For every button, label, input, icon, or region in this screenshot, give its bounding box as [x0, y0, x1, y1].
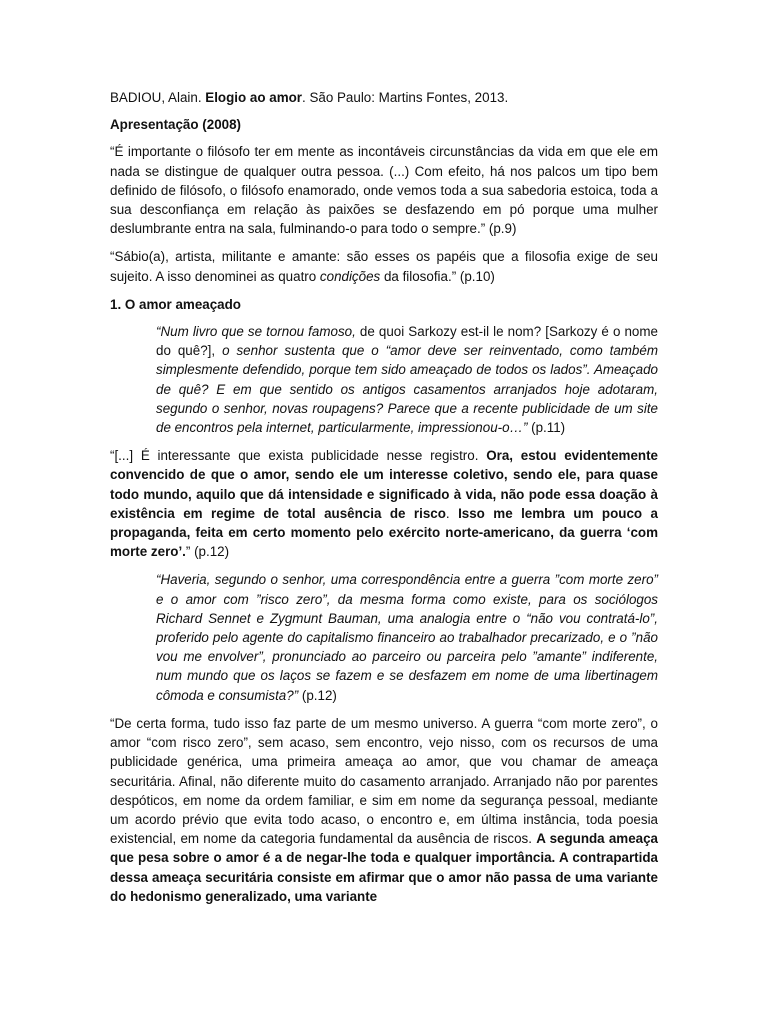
block-quote-interview-2	[156, 570, 658, 704]
paragraph-quote-p9: “É importante o filósofo ter em mente as incontáveis circunstâncias da vida em que ele em nada se distingue de qualquer outra pessoa. (...) Com efeito, há nos palcos um tipo bem definido de filósofo, o filósofo enamorado, onde vemos toda a sua sabedoria estoica, toda a sua desconfiança em relação às paixões se desfazendo em pó porque uma mulher deslumbrante entra na sala, fulminando-o para todo o sempre.” (p.9)	[110, 144, 658, 237]
quote1-part-a: “Num livro que se tornou famoso,	[156, 324, 356, 340]
p12-bold-1: Ora, estou evidentemente convencido de que o amor, sendo ele um interesse coletivo, sendo ele, para quase todo mundo, aquilo que dá intensidade e significado à vida, não pode essa doação à existência em regime de total ausência de risco	[110, 448, 658, 521]
bibliographic-reference	[110, 88, 658, 107]
p12-page-ref: ” (p.12)	[185, 544, 230, 560]
bib-title: Elogio ao amor	[205, 90, 302, 105]
section-heading-apresentacao: Apresentação (2008)	[110, 117, 241, 133]
p10-emphasis: condições	[319, 268, 381, 284]
paragraph-answer-p12	[110, 446, 658, 561]
section-heading-amor-ameacado: 1. O amor ameaçado	[110, 296, 241, 312]
bib-publisher: . São Paulo: Martins Fontes, 2013.	[302, 90, 509, 105]
p12-text-start: “[...] É interessante que exista publicidade nesse registro.	[110, 448, 487, 464]
p12-text-mid: .	[445, 505, 459, 521]
quote2-text: “Haveria, segundo o senhor, uma correspondência entre a guerra ”com morte zero” e o amor com ”risco zero”, da mesma forma como existe, para os sociólogos Richard Sennet e Zygmunt Bauman, uma analogia entre o “não vou contratá-lo”, proferido pelo agente do capitalismo financeiro ao trabalhador precarizado, e o ”não vou me envolver”, pronunciado ao parceiro ou parceira pelo ”amante” indiferente, num mundo que os laços se fazem e se desfazem em nome de uma libertinagem cômoda e consumista?”	[156, 572, 658, 703]
threats-bold: A segunda ameaça que pesa sobre o amor é a de negar-lhe toda e qualquer importância. A contrapartida dessa ameaça securitária consiste em afirmar que o amor não passa de uma variante do hedonismo generalizado, uma variante	[110, 831, 658, 904]
p10-text-start: “Sábio(a), artista, militante e amante: são esses os papéis que a filosofia exige de seu sujeito. A isso denominei as quatro	[110, 249, 658, 284]
quote1-part-c: o senhor sustenta que o “amor deve ser reinventado, como também simplesmente defendido, porque tem sido ameaçado de todos os lados”. Ameaçado de quê? E em que sentido os antigos casamentos arranjados hoje adotaram, segundo o senhor, novas roupagens? Parece que a recente publicidade de um site de encontros pela internet, particularmente, impressionou-o…”	[156, 343, 658, 436]
p12-bold-2: Isso me lembra um pouco a propaganda, feita em certo momento pelo exército norte-americano, da guerra ‘com morte zero’.	[110, 505, 658, 560]
quote1-page-ref: (p.11)	[527, 420, 566, 436]
paragraph-answer-threats	[110, 714, 658, 906]
bib-author: BADIOU, Alain.	[110, 90, 206, 105]
quote1-part-b: de quoi Sarkozy est-il le nom? [Sarkozy é o nome do quê?],	[156, 324, 658, 359]
quote2-page-ref: (p.12)	[298, 687, 337, 703]
paragraph-quote-p10	[110, 247, 658, 285]
block-quote-interview-1	[156, 322, 658, 437]
p10-text-end: da filosofia.” (p.10)	[380, 268, 495, 284]
threats-text: “De certa forma, tudo isso faz parte de um mesmo universo. A guerra “com morte zero”, o amor “com risco zero”, sem acaso, sem encontro, vejo nisso, com os recursos de uma publicidade genérica, uma primeira ameaça ao amor, que vou chamar de ameaça securitária. Afinal, não diferente muito do casamento arranjado. Arranjado não por parentes despóticos, em nome da ordem familiar, e sim em nome da segurança pessoal, mediante um acordo prévio que evita todo acaso, o encontro e, em última instância, toda poesia existencial, em nome da categoria fundamental da ausência de riscos.	[110, 715, 658, 847]
